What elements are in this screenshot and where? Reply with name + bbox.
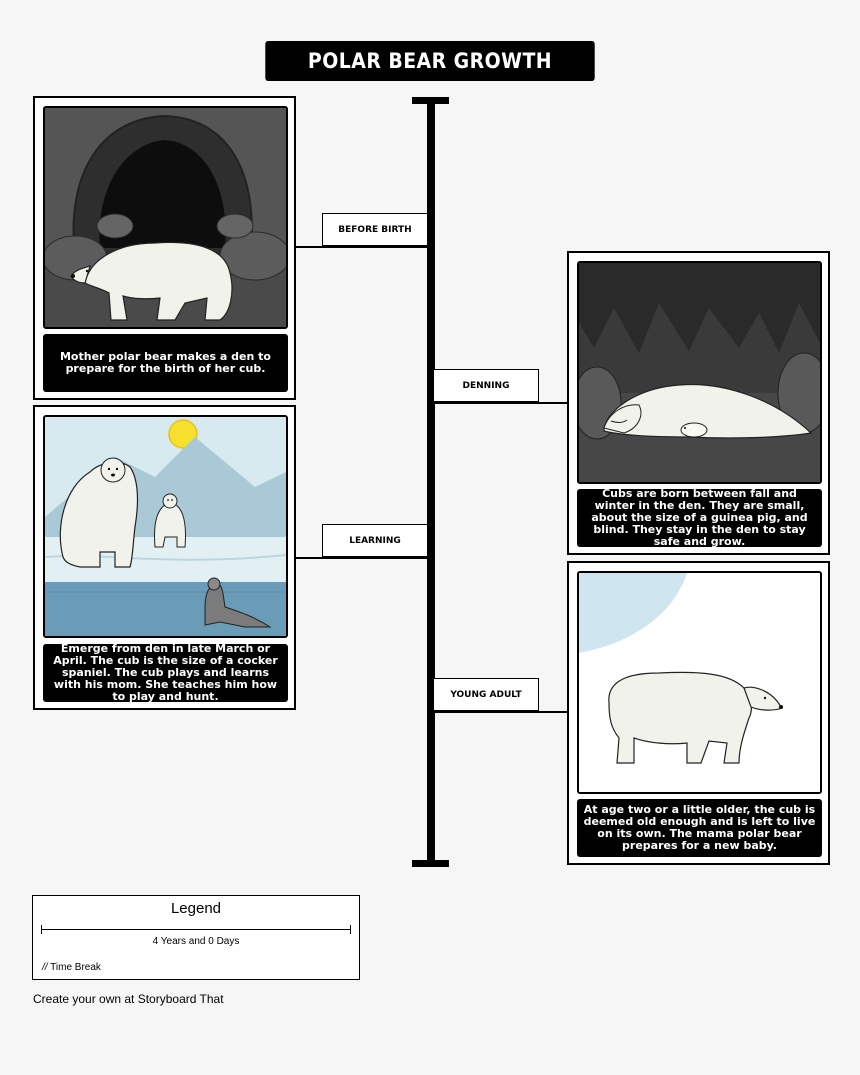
legend-scale-end-tick [350, 925, 351, 934]
connector-young-adult [435, 711, 567, 713]
cave-scene-illustration [43, 106, 288, 329]
event-caption-learning: Emerge from den in late March or April. The cub is the size of a cocker spaniel. The cub plays and learns with his mom. She teaches him how to play and hunt. [43, 644, 288, 702]
event-caption-young-adult: At age two or a little older, the cub is deemed old enough and is left to live on its own. The mama polar bear prepares for a new baby. [577, 799, 822, 857]
timeline-bottom-cap [412, 860, 449, 867]
connector-learning [294, 557, 427, 559]
time-break-icon: // [42, 962, 48, 973]
event-caption-denning: Cubs are born between fall and winter in the den. They are small, about the size of a guinea pig, and blind. They stay in the den to stay safe and grow. [577, 489, 822, 547]
event-label-learning: LEARNING [322, 524, 428, 557]
connector-before-birth [294, 246, 427, 248]
ice-scene-illustration [43, 415, 288, 638]
footer-link[interactable]: Create your own at Storyboard That [33, 992, 224, 1006]
den-scene-illustration [577, 261, 822, 484]
event-label-denning: DENNING [433, 369, 539, 402]
legend-duration: 4 Years and 0 Days [152, 936, 240, 947]
bear-walking-illustration [577, 571, 822, 794]
connector-denning [435, 402, 567, 404]
event-card-denning [567, 251, 830, 555]
event-caption-before-birth: Mother polar bear makes a den to prepare for the birth of her cub. [43, 334, 288, 392]
legend-scale-line [41, 929, 351, 930]
page-title: POLAR BEAR GROWTH [265, 41, 594, 81]
timeline-axis [427, 99, 435, 867]
legend-title: Legend [170, 900, 222, 917]
timeline-top-cap [412, 97, 449, 104]
legend-time-break [42, 962, 101, 973]
event-card-before-birth [33, 96, 296, 400]
event-card-young-adult [567, 561, 830, 865]
event-label-before-birth: BEFORE BIRTH [322, 213, 428, 246]
time-break-label: Time Break [50, 962, 101, 973]
event-label-young-adult: YOUNG ADULT [433, 678, 539, 711]
legend [32, 895, 360, 980]
event-card-learning [33, 405, 296, 710]
legend-scale-start-tick [41, 925, 42, 934]
